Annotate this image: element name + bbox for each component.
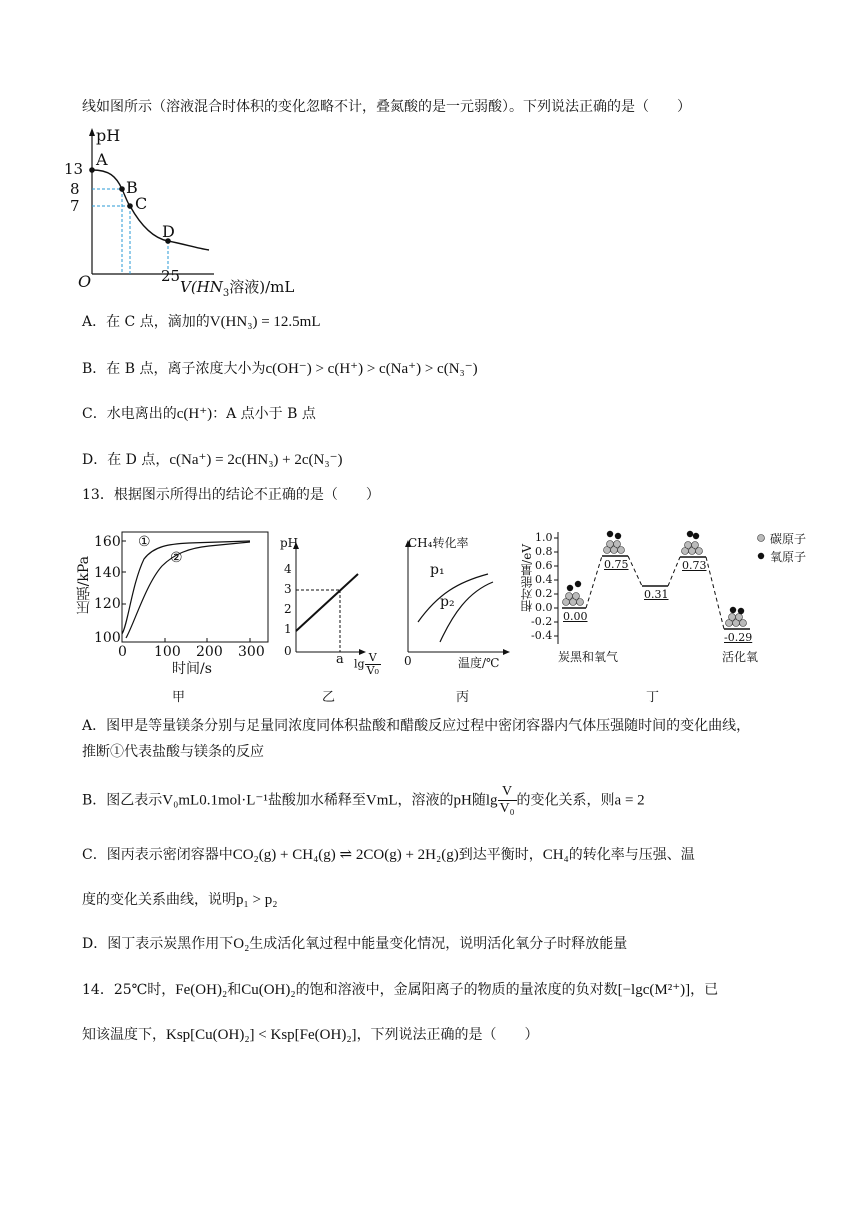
ding-y-tick: 0.0: [535, 601, 553, 614]
q13-option-a-line2: 推断①代表盐酸与镁条的反应: [82, 744, 264, 760]
figure-bing: [398, 534, 514, 709]
q13-option-c-line1: C．图丙表示密闭容器中CO₂(g) + CH₄(g) ⇌ 2CO(g) + 2H₂(g)到达平衡时，CH₄的转化率与压强、温: [82, 847, 695, 863]
point-d-label: D: [162, 222, 175, 241]
jia-y-tick: 100: [94, 630, 121, 646]
point-a-label: A: [96, 150, 108, 169]
ding-y-tick: -0.4: [531, 629, 553, 642]
y-tick-13: 13: [64, 160, 84, 178]
jia-x-tick: 300: [238, 644, 265, 660]
ding-y-tick: 0.2: [535, 587, 553, 600]
q12-option-a: A．在 C 点，滴加的V(HN₃) = 12.5mL: [82, 314, 321, 330]
jia-y-tick: 120: [94, 596, 121, 612]
ding-level-label: 0.75: [604, 558, 629, 571]
ding-y-tick: -0.2: [531, 615, 553, 628]
yi-x-tick: a: [336, 652, 344, 667]
point-b-marker: [119, 186, 125, 192]
figure-jia: [74, 524, 274, 709]
bing-series-p1: p₁: [430, 562, 445, 578]
ding-y-tick: 0.8: [535, 545, 553, 558]
ding-y-tick: 0.6: [535, 559, 553, 572]
jia-x-label: 时间/s: [172, 661, 212, 677]
q12-option-b: B．在 B 点，离子浓度大小为c(OH⁻) > c(H⁺) > c(Na⁺) > c(N₃⁻): [82, 361, 478, 377]
yi-y-label: pH: [280, 536, 299, 550]
q13-option-c-line2: 度的变化关系曲线，说明p₁ > p₂: [82, 892, 278, 908]
point-b-label: B: [126, 178, 138, 197]
yi-x-label: lg $\frac{V}{\text{V₀}}$: [354, 651, 379, 677]
ding-level-label: 0.00: [563, 610, 588, 623]
y-tick-7: 7: [70, 197, 80, 215]
jia-y-tick: 140: [94, 565, 121, 581]
bing-origin: 0: [404, 654, 412, 668]
ding-caption: 丁: [646, 690, 660, 705]
yi-y-tick: 2: [284, 602, 292, 616]
q14-line2: 知该温度下，Ksp[Cu(OH)₂] < Ksp[Fe(OH)₂]，下列说法正确的是（ ）: [82, 1027, 539, 1043]
ph-titration-graph: [64, 126, 314, 299]
jia-curve-1-label: ①: [138, 534, 151, 550]
q13-option-d: D．图丁表示炭黑作用下O₂生成活化氧过程中能量变化情况，说明活化氧分子时释放能量: [82, 936, 628, 952]
ding-x-label-start: 炭黑和氧气: [558, 650, 619, 664]
jia-x-tick: 100: [154, 644, 181, 660]
figure-ding: [518, 514, 807, 709]
origin-label: O: [78, 272, 92, 291]
x-axis-label: $V(HN_3$溶液)/mL: [180, 278, 295, 299]
q13-option-b: B．图乙表示V₀mL0.1mol·L⁻¹盐酸加水稀释至VmL，溶液的pH随lg $\frac{V}{\text{V₀}}$ 的变化关系，则a = 2: [82, 784, 645, 816]
ding-legend-oxygen: 氧原子: [770, 550, 807, 564]
jia-x-tick: 0: [118, 644, 127, 660]
q12-option-d: D．在 D 点，c(Na⁺) = 2c(HN₃) + 2c(N₃⁻): [82, 452, 343, 468]
yi-y-tick: 3: [284, 582, 292, 596]
ding-y-tick: 0.4: [535, 573, 553, 586]
x-tick-25: 25: [161, 267, 181, 285]
jia-x-tick: 200: [196, 644, 223, 660]
ding-y-tick: 1.0: [535, 531, 553, 544]
q14-line1: 14．25℃时，Fe(OH)₂和Cu(OH)₂的饱和溶液中，金属阳离子的物质的量浓度的负对数[−lgc(M²⁺)]，已: [82, 982, 719, 998]
yi-y-tick: 0: [284, 644, 292, 658]
figure-yi: [276, 534, 396, 709]
ding-legend-carbon: 碳原子: [770, 532, 807, 546]
bing-y-label: CH₄转化率: [408, 536, 469, 550]
point-a-marker: [89, 167, 95, 173]
q13-stem: 13．根据图示所得出的结论不正确的是（ ）: [82, 487, 380, 503]
yi-y-tick: 1: [284, 622, 292, 636]
bing-series-p2: p₂: [440, 594, 455, 610]
q13-option-a-line1: A．图甲是等量镁条分别与足量同浓度同体积盐酸和醋酸反应过程中密闭容器内气体压强随时间的变化曲线，: [82, 718, 751, 734]
jia-y-tick: 160: [94, 534, 121, 550]
ding-level-label: 0.31: [644, 588, 669, 601]
ding-level-label: -0.29: [724, 631, 753, 644]
y-tick-8: 8: [70, 180, 80, 198]
jia-y-label: 压强/kPa: [76, 556, 92, 615]
bing-caption: 丙: [456, 690, 470, 705]
ding-x-label-end: 活化氧: [722, 650, 759, 664]
jia-curve-2-label: ②: [170, 550, 183, 566]
bing-x-label: 温度/℃: [458, 656, 500, 670]
ding-level-label: 0.73: [682, 559, 707, 572]
point-c-marker: [127, 203, 133, 209]
intro-line: 线如图所示（溶液混合时体积的变化忽略不计，叠氮酸的是一元弱酸）。下列说法正确的是（ ）: [82, 99, 691, 115]
point-c-label: C: [135, 194, 148, 213]
y-axis-label: pH: [96, 126, 121, 145]
q12-option-c: C．水电离出的c(H⁺)：A 点小于 B 点: [82, 406, 316, 422]
yi-caption: 乙: [322, 690, 336, 705]
ding-y-label: 相对能量/eV: [520, 544, 534, 612]
yi-y-tick: 4: [284, 562, 292, 576]
jia-caption: 甲: [172, 690, 186, 705]
